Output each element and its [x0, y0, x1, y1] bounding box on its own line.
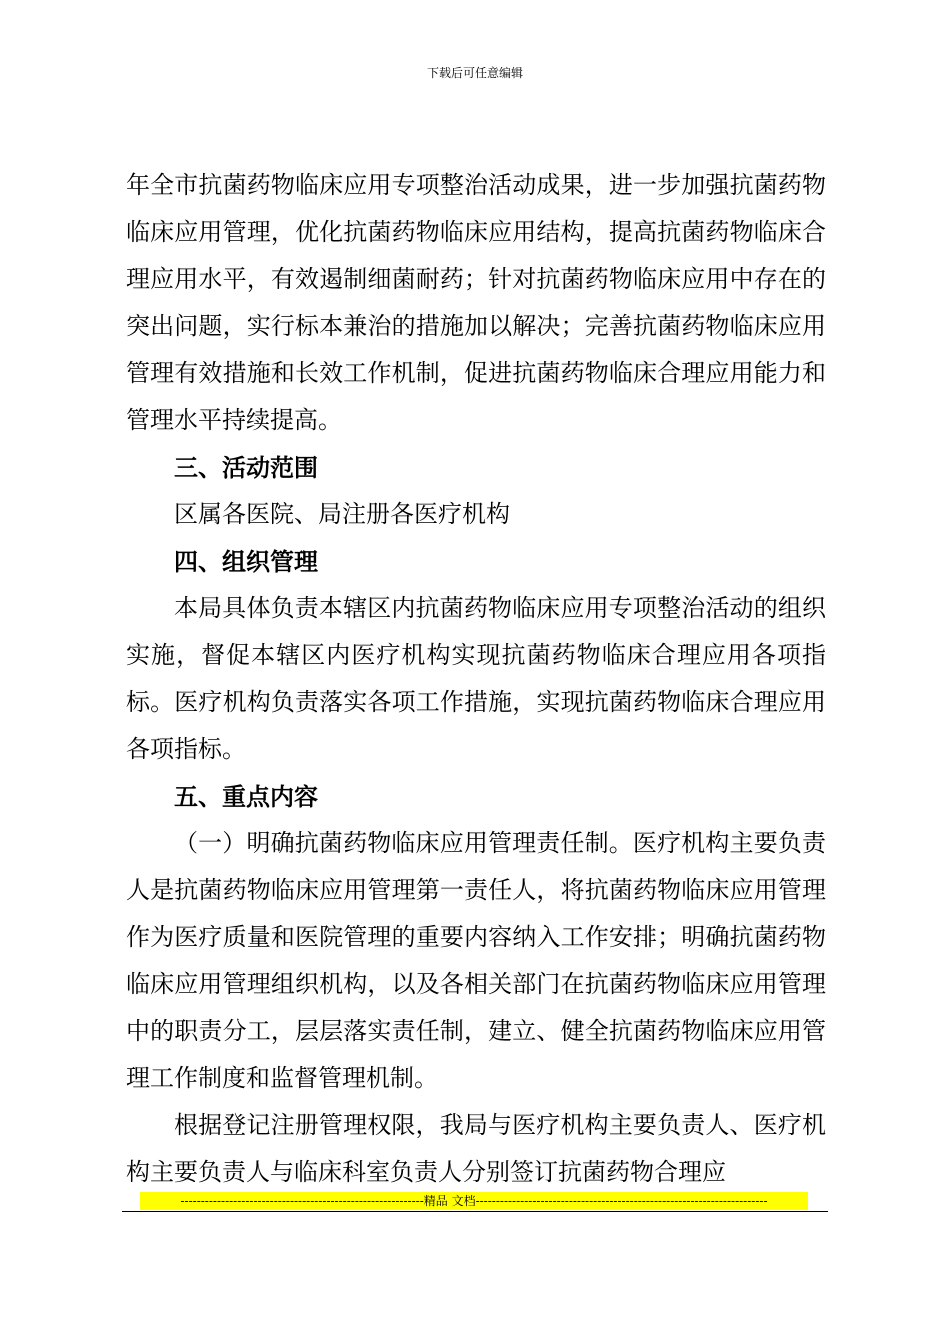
section-heading-key-content: 五、重点内容 [174, 782, 318, 811]
footer-label: ------------------------------------------------------------精品 文档------------------------------------------------------------------------ [140, 1192, 808, 1210]
footer-divider [122, 1211, 828, 1212]
page-header: 下载后可任意编辑 [426, 66, 523, 80]
section-heading-organization: 四、组织管理 [174, 547, 318, 576]
section-heading-scope: 三、活动范围 [174, 453, 318, 482]
paragraph-scope: 区属各医院、局注册各医疗机构 [174, 500, 510, 528]
document-body [126, 162, 826, 1196]
paragraph-registration: 根据登记注册管理权限，我局与医疗机构主要负责人、医疗机构主要负责人与临床科室负责人分别签订抗菌药物合理应 [126, 1111, 826, 1186]
paragraph-responsibility: （一）明确抗菌药物临床应用管理责任制。医疗机构主要负责人是抗菌药物临床应用管理第一责任人，将抗菌药物临床应用管理作为医疗质量和医院管理的重要内容纳入工作安排；明确抗菌药物临床应用管理组织机构，以及各相关部门在抗菌药物临床应用管理中的职责分工，层层落实责任制，建立、健全抗菌药物临床应用管理工作制度和监督管理机制。 [126, 829, 826, 1092]
paragraph-organization: 本局具体负责本辖区内抗菌药物临床应用专项整治活动的组织实施，督促本辖区内医疗机构实现抗菌药物临床合理应用各项指标。医疗机构负责落实各项工作措施，实现抗菌药物临床合理应用各项指标。 [126, 594, 826, 763]
paragraph-intro: 年全市抗菌药物临床应用专项整治活动成果，进一步加强抗菌药物临床应用管理，优化抗菌药物临床应用结构，提高抗菌药物临床合理应用水平，有效遏制细菌耐药；针对抗菌药物临床应用中存在的突出问题，实行标本兼治的措施加以解决；完善抗菌药物临床应用管理有效措施和长效工作机制，促进抗菌药物临床合理应用能力和管理水平持续提高。 [126, 171, 826, 434]
